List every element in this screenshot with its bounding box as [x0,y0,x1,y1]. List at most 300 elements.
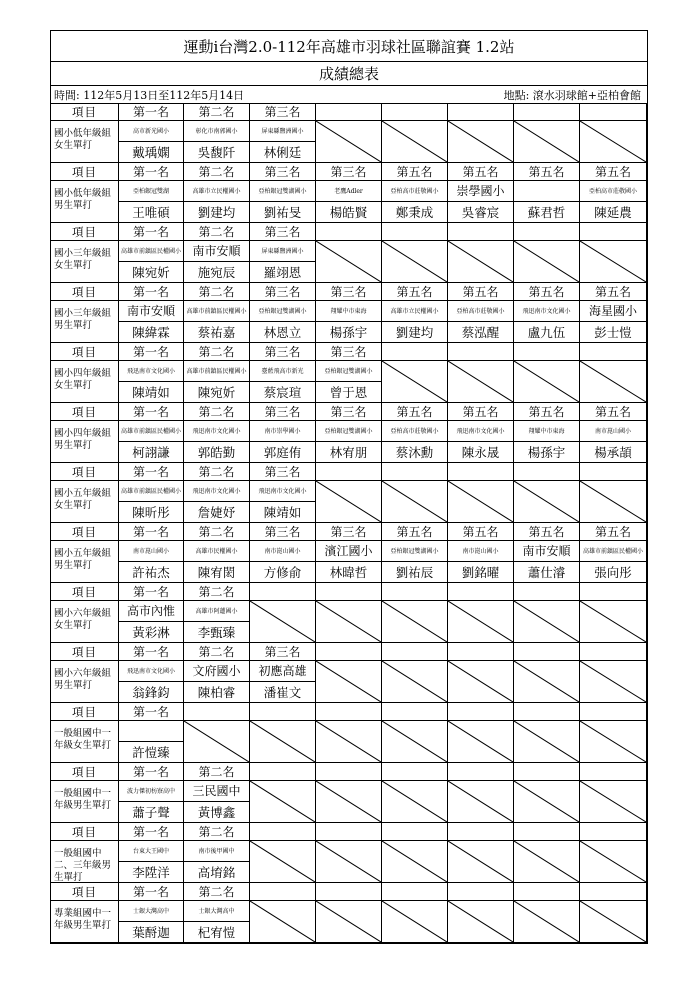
diagonal-slash [580,901,646,942]
school-name: 波力傑初枋寮高中 [119,781,184,802]
event-info-row [51,85,647,104]
school-name: 亞柏銀冠雙湖 [119,181,184,202]
empty-slash-cell [448,901,514,943]
diagonal-slash [580,121,646,162]
player-name: 陳宥閎 [184,562,250,583]
empty-header-cell [382,223,448,241]
diagonal-slash [184,721,249,762]
rank-header: 第五名 [580,283,647,301]
category-label: 一般組國中二、三年級男生單打 [51,841,119,883]
empty-header-cell [514,823,580,841]
diagonal-slash [448,121,513,162]
rank-header: 第五名 [448,403,514,421]
empty-header-cell [448,703,514,721]
empty-header-cell [316,763,382,781]
player-name: 彭士愷 [580,322,647,343]
diagonal-slash [448,481,513,522]
rank-header: 第一名 [119,343,184,361]
empty-slash-cell [580,721,647,763]
empty-header-cell [514,103,580,121]
empty-slash-cell [514,121,580,163]
player-name: 楊孫宇 [514,442,580,463]
empty-slash-cell [448,841,514,883]
player-name: 楊皓賢 [316,202,382,223]
rank-header: 第一名 [119,223,184,241]
school-name: 士銀大灣高中 [119,901,184,922]
school-name: 亞柏高市莊敬國小 [382,181,448,202]
diagonal-slash [448,661,513,702]
empty-slash-cell [316,481,382,523]
rank-header: 第二名 [184,883,250,901]
rank-header: 第二名 [184,403,250,421]
rank-header: 第三名 [316,163,382,181]
empty-slash-cell [316,901,382,943]
empty-header-cell [382,883,448,901]
empty-header-cell [250,763,316,781]
empty-slash-cell [580,121,647,163]
player-name: 楊承頡 [580,442,647,463]
school-name: 飛迅南市文化國小 [514,301,580,322]
rank-header: 第三名 [250,523,316,541]
rank-header: 第二名 [184,283,250,301]
rank-header: 第一名 [119,643,184,661]
school-name: 亞柏銀冠雙湖國小 [250,301,316,322]
empty-header-cell [382,643,448,661]
player-name: 盧九伍 [514,322,580,343]
rank-header: 第五名 [382,523,448,541]
empty-slash-cell [382,721,448,763]
empty-header-cell [184,703,250,721]
empty-header-cell [448,223,514,241]
player-name: 吳馥阡 [184,142,250,163]
school-name: 翔耀中市東海 [514,421,580,442]
school-name: 飛迅南市文化國小 [250,481,316,502]
rank-header: 第一名 [119,463,184,481]
school-name: 南市安順 [119,301,184,322]
empty-header-cell [448,763,514,781]
player-name: 黃博鑫 [184,802,250,823]
empty-header-cell [580,883,647,901]
item-header: 項目 [51,103,119,121]
rank-header: 第三名 [316,343,382,361]
rank-header: 第五名 [514,523,580,541]
player-name: 潘崔文 [250,682,316,703]
empty-slash-cell [580,601,647,643]
category-label: 一般組國中一年級女生單打 [51,721,119,763]
rank-header: 第一名 [119,703,184,721]
results-sheet [50,30,648,944]
player-name: 戴瑀嫻 [119,142,184,163]
player-name: 劉祐旻 [250,202,316,223]
rank-header: 第一名 [119,763,184,781]
diagonal-slash [448,781,513,822]
rank-header: 第一名 [119,103,184,121]
school-name: 亞柏銀冠雙湖國小 [250,181,316,202]
player-name: 李甄臻 [184,622,250,643]
player-name: 葉酹迦 [119,922,184,943]
player-name: 陳永晟 [448,442,514,463]
diagonal-slash [448,601,513,642]
school-name: 三民國中 [184,781,250,802]
empty-header-cell [316,223,382,241]
school-name: 高雄市阿蓮國小 [184,601,250,622]
category-label: 國小低年級組男生單打 [51,181,119,223]
empty-slash-cell [580,661,647,703]
rank-header: 第二名 [184,643,250,661]
school-name: 南市崑山國小 [580,421,647,442]
player-name: 蕭子聲 [119,802,184,823]
item-header: 項目 [51,343,119,361]
diagonal-slash [448,901,513,942]
player-name: 陳延農 [580,202,647,223]
school-name: 文府國小 [184,661,250,682]
empty-header-cell [448,583,514,601]
diagonal-slash [448,841,513,882]
player-name: 李陞洋 [119,862,184,883]
school-name: 南市崇學國小 [250,421,316,442]
rank-header: 第二名 [184,163,250,181]
rank-header: 第三名 [250,403,316,421]
event-date: 時間: 112年5月13日至112年5月14日 [54,89,245,102]
player-name: 張向彤 [580,562,647,583]
rank-header: 第二名 [184,463,250,481]
school-name: 高市內惟 [119,601,184,622]
empty-slash-cell [316,781,382,823]
item-header: 項目 [51,763,119,781]
school-name: 南市崑山國小 [250,541,316,562]
school-name: 海星國小 [580,301,647,322]
empty-header-cell [514,883,580,901]
empty-header-cell [580,343,647,361]
diagonal-slash [580,241,646,282]
empty-slash-cell [316,601,382,643]
diagonal-slash [316,781,381,822]
empty-header-cell [382,763,448,781]
diagonal-slash [382,481,447,522]
diagonal-slash [514,361,579,402]
diagonal-slash [382,721,447,762]
player-name: 杞宥愷 [184,922,250,943]
player-name: 蔡祐嘉 [184,322,250,343]
player-name: 劉建均 [184,202,250,223]
empty-slash-cell [514,901,580,943]
player-name: 林恩立 [250,322,316,343]
empty-header-cell [514,763,580,781]
category-label: 國小五年級組女生單打 [51,481,119,523]
school-name: 彰化市南郭國小 [184,121,250,142]
empty-slash-cell [382,121,448,163]
empty-header-cell [250,823,316,841]
rank-header: 第一名 [119,583,184,601]
player-name: 方修俞 [250,562,316,583]
empty-slash-cell [514,781,580,823]
player-name: 陳宛妡 [119,262,184,283]
player-name: 劉祐辰 [382,562,448,583]
diagonal-slash [514,661,579,702]
empty-header-cell [382,463,448,481]
item-header: 項目 [51,523,119,541]
empty-header-cell [580,103,647,121]
page-title: 運動i台灣2.0-112年高雄市羽球社區聯誼賽 1.2站 [51,31,647,62]
empty-slash-cell [580,841,647,883]
school-name: 高雄市前鎮區民權國小 [184,361,250,382]
diagonal-slash [316,121,381,162]
empty-header-cell [580,823,647,841]
category-label: 國小四年級組女生單打 [51,361,119,403]
item-header: 項目 [51,823,119,841]
empty-slash-cell [382,241,448,283]
rank-header: 第一名 [119,403,184,421]
empty-slash-cell [580,241,647,283]
rank-header: 第三名 [250,463,316,481]
empty-header-cell [448,823,514,841]
category-label: 國小低年級組女生單打 [51,121,119,163]
diagonal-slash [514,721,579,762]
diagonal-slash [382,781,447,822]
player-name: 蔡泓醒 [448,322,514,343]
empty-slash-cell [382,361,448,403]
school-name: 亞柏銀冠雙湖國小 [382,541,448,562]
page-subtitle: 成績總表 [51,61,647,86]
school-name: 臺藍飛高市新光 [250,361,316,382]
empty-slash-cell [316,721,382,763]
school-name: 南市崑山國小 [119,541,184,562]
player-name: 蕭仕濬 [514,562,580,583]
school-name: 濱江國小 [316,541,382,562]
item-header: 項目 [51,643,119,661]
rank-header: 第五名 [580,403,647,421]
diagonal-slash [250,781,315,822]
category-label: 國小六年級組男生單打 [51,661,119,703]
diagonal-slash [250,601,315,642]
empty-header-cell [316,823,382,841]
empty-header-cell [316,463,382,481]
school-name: 高雄市民權國小 [184,541,250,562]
player-name: 陳靖如 [250,502,316,523]
player-name: 高堉銘 [184,862,250,883]
empty-header-cell [580,583,647,601]
diagonal-slash [580,661,646,702]
rank-header: 第二名 [184,763,250,781]
diagonal-slash [382,841,447,882]
school-name: 飛迅南市文化國小 [119,361,184,382]
empty-slash-cell [316,241,382,283]
diagonal-slash [580,841,646,882]
rank-header: 第五名 [382,403,448,421]
player-name: 林宥朋 [316,442,382,463]
empty-header-cell [448,103,514,121]
empty-header-cell [580,703,647,721]
category-label: 國小四年級組男生單打 [51,421,119,463]
empty-header-cell [382,703,448,721]
school-name: 老鷹Adler [316,181,382,202]
empty-slash-cell [382,661,448,703]
player-name: 王唯碩 [119,202,184,223]
empty-slash-cell [448,241,514,283]
diagonal-slash [382,601,447,642]
diagonal-slash [250,841,315,882]
diagonal-slash [580,601,646,642]
empty-slash-cell [316,661,382,703]
player-name: 翁鋒鈞 [119,682,184,703]
empty-slash-cell [580,901,647,943]
school-name: 飛迅南市文化國小 [184,421,250,442]
rank-header: 第三名 [250,343,316,361]
school-name: 南市安順 [184,241,250,262]
category-label: 國小三年級組女生單打 [51,241,119,283]
diagonal-slash [316,901,381,942]
player-name: 黃彩淋 [119,622,184,643]
player-name: 郭皓勤 [184,442,250,463]
school-name: 高雄市前鎮區民權國小 [119,241,184,262]
rank-header: 第五名 [514,163,580,181]
diagonal-slash [580,361,646,402]
diagonal-slash [580,481,646,522]
player-name: 劉銘曜 [448,562,514,583]
player-name: 鄭秉成 [382,202,448,223]
rank-header: 第五名 [514,403,580,421]
diagonal-slash [514,241,579,282]
empty-slash-cell [448,361,514,403]
empty-header-cell [250,703,316,721]
rank-header: 第一名 [119,883,184,901]
empty-header-cell [514,463,580,481]
school-name: 高雄市前鎮區民權國小 [119,421,184,442]
empty-header-cell [382,823,448,841]
school-name: 翔耀中市東海 [316,301,382,322]
empty-header-cell [316,703,382,721]
rank-header: 第二名 [184,343,250,361]
player-name: 施宛辰 [184,262,250,283]
player-name: 吳睿宸 [448,202,514,223]
empty-slash-cell [514,481,580,523]
rank-header: 第一名 [119,523,184,541]
diagonal-slash [448,361,513,402]
rank-header: 第三名 [316,403,382,421]
rank-header: 第二名 [184,523,250,541]
diagonal-slash [382,241,447,282]
item-header: 項目 [51,403,119,421]
school-name: 高雄市立民權國小 [382,301,448,322]
empty-slash-cell [448,661,514,703]
item-header: 項目 [51,223,119,241]
rank-header: 第三名 [250,283,316,301]
empty-header-cell [382,583,448,601]
empty-slash-cell [514,721,580,763]
diagonal-slash [316,721,381,762]
school-name: 飛迅南市文化國小 [119,661,184,682]
rank-header: 第二名 [184,583,250,601]
empty-header-cell [250,883,316,901]
school-name: 高市新光國小 [119,121,184,142]
player-name: 詹婕妤 [184,502,250,523]
player-name: 曾于恩 [316,382,382,403]
rank-header: 第五名 [382,163,448,181]
empty-header-cell [514,703,580,721]
player-name: 陳昕彤 [119,502,184,523]
player-name: 蘇君哲 [514,202,580,223]
item-header: 項目 [51,283,119,301]
empty-header-cell [316,883,382,901]
item-header: 項目 [51,163,119,181]
empty-slash-cell [250,841,316,883]
rank-header: 第二名 [184,103,250,121]
empty-header-cell [382,343,448,361]
school-name: 高雄市前鎮區民權國小 [580,541,647,562]
diagonal-slash [580,781,646,822]
player-name: 蔡宸瑄 [250,382,316,403]
diagonal-slash [316,481,381,522]
diagonal-slash [514,121,579,162]
empty-slash-cell [184,721,250,763]
diagonal-slash [316,661,381,702]
school-name: 飛迅南市文化國小 [448,421,514,442]
rank-header: 第五名 [448,523,514,541]
empty-header-cell [514,583,580,601]
player-name: 楊孫宇 [316,322,382,343]
item-header: 項目 [51,703,119,721]
empty-slash-cell [316,121,382,163]
diagonal-slash [382,361,447,402]
empty-slash-cell [250,901,316,943]
rank-header: 第五名 [580,523,647,541]
empty-slash-cell [514,601,580,643]
school-name: 高雄市前鎮區民權國小 [119,481,184,502]
empty-slash-cell [448,601,514,643]
empty-slash-cell [448,781,514,823]
school-name: 亞柏高市莊敬國小 [382,421,448,442]
category-label: 國小五年級組男生單打 [51,541,119,583]
rank-header: 第五名 [580,163,647,181]
empty-slash-cell [316,841,382,883]
player-name: 陳宛妡 [184,382,250,403]
empty-header-cell [514,343,580,361]
empty-header-cell [382,103,448,121]
empty-header-cell [448,643,514,661]
school-name: 高雄市前鎮區民權國小 [184,301,250,322]
empty-slash-cell [514,841,580,883]
player-name: 陳柏睿 [184,682,250,703]
empty-header-cell [316,643,382,661]
item-header: 項目 [51,583,119,601]
school-name: 台東大王國中 [119,841,184,862]
player-name: 陳靖如 [119,382,184,403]
diagonal-slash [514,601,579,642]
diagonal-slash [448,241,513,282]
empty-header-cell [316,103,382,121]
empty-header-cell [580,223,647,241]
category-label: 國小三年級組男生單打 [51,301,119,343]
school-name: 屏東縣鹽洲國小 [250,121,316,142]
rank-header: 第五名 [448,283,514,301]
school-name: 士銀大灣高中 [184,901,250,922]
school-name [514,181,580,202]
rank-header: 第一名 [119,283,184,301]
empty-header-cell [448,463,514,481]
rank-header: 第三名 [316,283,382,301]
school-name: 飛迅南市文化國小 [184,481,250,502]
empty-header-cell [250,583,316,601]
empty-slash-cell [250,721,316,763]
school-name: 亞柏銀冠雙湖國小 [316,361,382,382]
player-name: 羅翊恩 [250,262,316,283]
empty-header-cell [448,883,514,901]
rank-header: 第三名 [250,103,316,121]
diagonal-slash [316,241,381,282]
diagonal-slash [448,721,513,762]
category-label: 專業組國中一年級男生單打 [51,901,119,943]
rank-header: 第一名 [119,823,184,841]
